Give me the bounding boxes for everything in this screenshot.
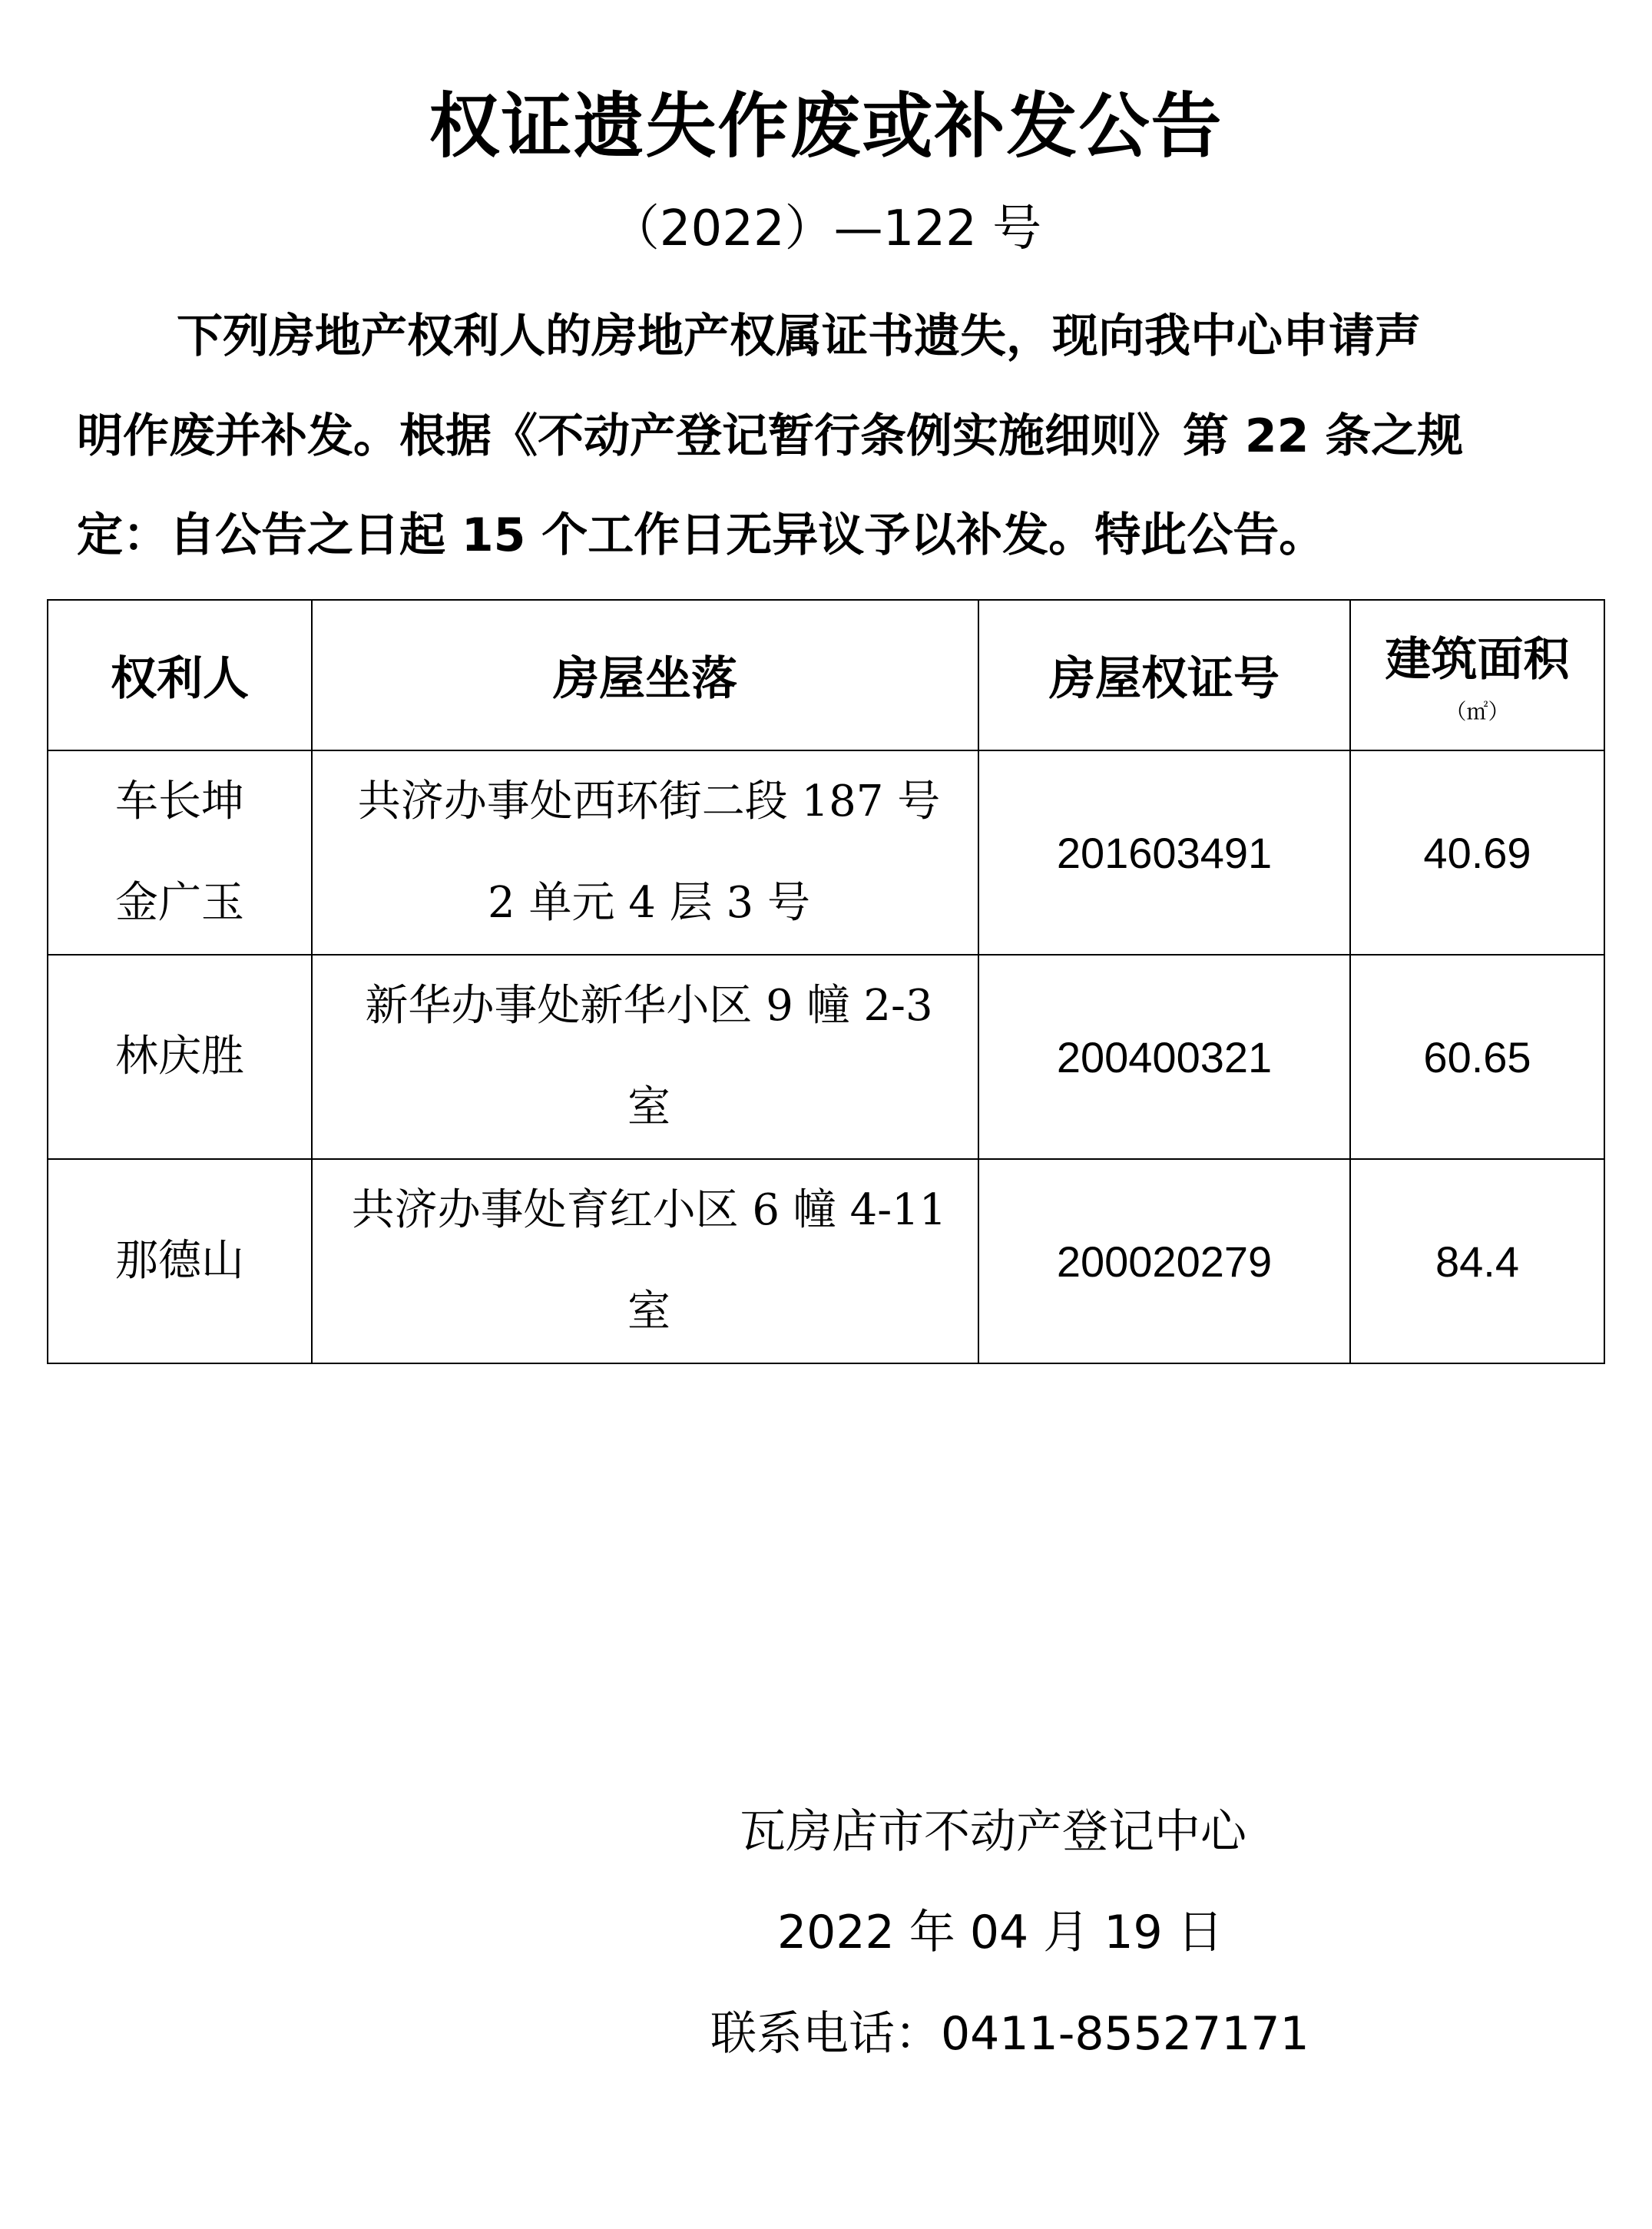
holder-name: 车长坤 <box>115 777 244 826</box>
holder-cell <box>48 1159 312 1363</box>
holder-name: 那德山 <box>115 1236 244 1286</box>
notice-body-line-1: 下列房地产权利人的房地产权属证书遗失，现向我中心申请声 <box>177 310 1421 363</box>
holder-cell <box>48 750 312 955</box>
notice-title: 权证遗失作废或补发公告 <box>429 85 1223 167</box>
holder-name: 金广玉 <box>115 878 244 928</box>
lost-certificate-table <box>47 599 1605 1364</box>
holder-cell <box>48 955 312 1159</box>
cert-no-cell: 200020279 <box>978 1159 1350 1363</box>
area-cell: 84.4 <box>1350 1159 1604 1363</box>
location-cell: 新华办事处新华小区 9 幢 2-3 室 <box>312 955 978 1159</box>
notice-body-line-3: 定：自公告之日起 15 个工作日无异议予以补发。特此公告。 <box>77 508 1326 562</box>
table-row <box>48 1159 1604 1363</box>
table-row <box>48 750 1604 955</box>
header-location: 房屋坐落 <box>312 600 978 750</box>
area-cell: 60.65 <box>1350 955 1604 1159</box>
table-header-row <box>48 600 1604 750</box>
cert-no-cell: 201603491 <box>978 750 1350 955</box>
table-row <box>48 955 1604 1159</box>
header-area-label: 建筑面积 <box>1385 633 1570 687</box>
header-holder: 权利人 <box>48 600 312 750</box>
area-cell: 40.69 <box>1350 750 1604 955</box>
header-area <box>1350 600 1604 750</box>
issuing-organization: 瓦房店市不动产登记中心 <box>740 1805 1246 1859</box>
contact-phone: 联系电话：0411-85527171 <box>710 2007 1309 2061</box>
cert-no-cell: 200400321 <box>978 955 1350 1159</box>
holder-name: 林庆胜 <box>115 1032 244 1081</box>
header-cert-no: 房屋权证号 <box>978 600 1350 750</box>
notice-body-line-2: 明作废并补发。根据《不动产登记暂行条例实施细则》第 22 条之规 <box>77 409 1464 463</box>
issue-date: 2022 年 04 月 19 日 <box>777 1906 1223 1959</box>
header-area-unit: （㎡） <box>1445 699 1510 724</box>
document-number: （2022）—122 号 <box>610 200 1042 257</box>
location-cell: 共济办事处育红小区 6 幢 4-11 室 <box>312 1159 978 1363</box>
location-cell: 共济办事处西环街二段 187 号 2 单元 4 层 3 号 <box>312 750 978 955</box>
